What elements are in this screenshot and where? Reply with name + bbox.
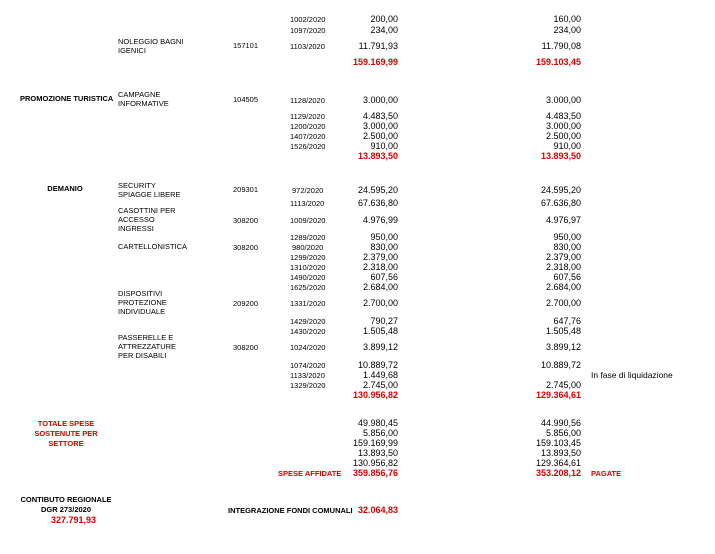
item-code: 308200 [233, 243, 259, 252]
spent-value: 1.505,48 [362, 326, 398, 336]
paid-value: 234,00 [553, 25, 581, 35]
doc-number: 1407/2020 [290, 132, 326, 141]
paid-value: 2.700,00 [545, 298, 581, 308]
spent-value: 607,56 [370, 272, 398, 282]
item-code: 209200 [233, 299, 259, 308]
pagate-value: 353.208,12 [535, 468, 581, 478]
total-spent-value: 49.980,45 [357, 418, 398, 428]
contributo-value: 327.791,93 [51, 515, 97, 525]
subtotal-paid: 129.364,61 [535, 390, 581, 400]
spent-value: 11.791,93 [358, 41, 398, 51]
doc-number: 1310/2020 [290, 263, 326, 272]
item-label: NOLEGGIO BAGNI IGENICI [118, 37, 184, 55]
doc-number: 1002/2020 [290, 15, 326, 24]
item-code: 308200 [233, 216, 259, 225]
item-code: 104505 [233, 95, 259, 104]
total-spent-value: 130.956,82 [352, 458, 398, 468]
doc-number: 1103/2020 [290, 42, 325, 51]
doc-number: 1200/2020 [290, 122, 326, 131]
spent-value: 234,00 [370, 25, 398, 35]
subtotal-paid: 13.893,50 [540, 151, 581, 161]
total-paid-value: 129.364,61 [535, 458, 581, 468]
contributo-label: CONTIBUTO REGIONALE DGR 273/2020 [20, 495, 112, 514]
doc-number: 1133/2020 [290, 371, 325, 380]
spent-value: 24.595,20 [357, 185, 398, 195]
integrazione-value: 32.064,83 [357, 505, 398, 515]
spent-value: 2.700,00 [362, 298, 398, 308]
paid-value: 160,00 [553, 14, 581, 24]
paid-value: 2.684,00 [545, 282, 581, 292]
paid-value: 647,76 [553, 316, 581, 326]
spent-value: 790,27 [370, 316, 398, 326]
doc-number: 1024/2020 [290, 343, 326, 352]
paid-value: 950,00 [553, 232, 581, 242]
paid-value: 2.745,00 [545, 380, 581, 390]
paid-value: 4.483,50 [545, 111, 581, 121]
paid-value: 3.000,00 [545, 121, 581, 131]
paid-value: 3.000,00 [545, 95, 581, 105]
subtotal-spent: 159.169,99 [352, 57, 398, 67]
doc-number: 1526/2020 [290, 142, 326, 151]
item-label: CASOTTINI PER ACCESSO INGRESSI [118, 206, 176, 233]
spent-value: 950,00 [370, 232, 398, 242]
total-spent-value: 5.856,00 [362, 428, 398, 438]
item-label: CARTELLONISTICA [118, 242, 188, 251]
item-code: 308200 [233, 343, 259, 352]
spent-value: 2.745,00 [362, 380, 398, 390]
item-code: 209301 [233, 185, 259, 194]
paid-value: 11.790,08 [541, 41, 581, 51]
total-paid-value: 44.990,56 [540, 418, 581, 428]
doc-number: 1113/2020 [290, 199, 325, 208]
doc-number: 980/2020 [292, 243, 324, 252]
subtotal-spent: 13.893,50 [357, 151, 398, 161]
doc-number: 1329/2020 [290, 381, 326, 390]
status-note: In fase di liquidazione [591, 370, 673, 380]
spent-value: 3.000,00 [362, 95, 398, 105]
doc-number: 1429/2020 [290, 317, 326, 326]
item-label: SECURITY SPIAGGE LIBERE [118, 181, 181, 199]
paid-value: 830,00 [553, 242, 581, 252]
item-label: DISPOSITIVI PROTEZIONE INDIVIDUALE [118, 289, 167, 316]
pagate-label: PAGATE [591, 469, 622, 478]
paid-value: 2.500,00 [545, 131, 581, 141]
paid-value: 910,00 [553, 141, 581, 151]
paid-value: 10.889,72 [540, 360, 581, 370]
doc-number: 1625/2020 [290, 283, 326, 292]
doc-number: 1299/2020 [290, 253, 326, 262]
integrazione-label: INTEGRAZIONE FONDI COMUNALI [228, 506, 353, 515]
spent-value: 830,00 [370, 242, 398, 252]
spent-value: 10.889,72 [357, 360, 398, 370]
spent-value: 1.449,68 [362, 370, 398, 380]
total-paid-value: 13.893,50 [540, 448, 581, 458]
paid-value: 4.976,97 [545, 215, 581, 225]
spent-value: 2.379,00 [362, 252, 398, 262]
doc-number: 1129/2020 [290, 112, 325, 121]
doc-number: 1128/2020 [290, 96, 325, 105]
item-label: PASSERELLE E ATTREZZATURE PER DISABILI [118, 333, 177, 360]
spent-value: 4.483,50 [362, 111, 398, 121]
item-code: 157101 [233, 41, 259, 50]
total-spent-value: 13.893,50 [357, 448, 398, 458]
paid-value: 2.318,00 [545, 262, 581, 272]
totals-label: TOTALE SPESE SOSTENUTE PER SETTORE [34, 419, 98, 448]
subtotal-spent: 130.956,82 [352, 390, 398, 400]
total-spent-value: 159.169,99 [352, 438, 398, 448]
spent-value: 3.000,00 [362, 121, 398, 131]
doc-number: 1430/2020 [290, 327, 326, 336]
total-paid-value: 159.103,45 [535, 438, 581, 448]
subtotal-paid: 159.103,45 [535, 57, 581, 67]
spent-value: 4.976,99 [362, 215, 398, 225]
paid-value: 24.595,20 [540, 185, 581, 195]
doc-number: 1490/2020 [290, 273, 326, 282]
paid-value: 3.899,12 [545, 342, 581, 352]
spent-value: 2.500,00 [362, 131, 398, 141]
total-paid-value: 5.856,00 [545, 428, 581, 438]
doc-number: 1074/2020 [290, 361, 326, 370]
paid-value: 607,56 [553, 272, 581, 282]
doc-number: 972/2020 [292, 186, 324, 195]
section-title: DEMANIO [47, 184, 83, 193]
spent-value: 910,00 [370, 141, 398, 151]
paid-value: 1.505,48 [545, 326, 581, 336]
spent-value: 67.636,80 [357, 198, 398, 208]
item-label: CAMPAGNE INFORMATIVE [118, 90, 169, 108]
doc-number: 1331/2020 [290, 299, 326, 308]
section-title: PROMOZIONE TURISTICA [20, 94, 114, 103]
paid-value: 67.636,80 [540, 198, 581, 208]
spent-value: 2.684,00 [362, 282, 398, 292]
spent-value: 200,00 [370, 14, 398, 24]
doc-number: 1097/2020 [290, 26, 326, 35]
spent-value: 3.899,12 [362, 342, 398, 352]
spent-value: 2.318,00 [362, 262, 398, 272]
doc-number: 1289/2020 [290, 233, 326, 242]
paid-value: 2.379,00 [545, 252, 581, 262]
affidate-label: SPESE AFFIDATE [278, 469, 342, 478]
doc-number: 1009/2020 [290, 216, 326, 225]
affidate-value: 359.856,76 [352, 468, 398, 478]
